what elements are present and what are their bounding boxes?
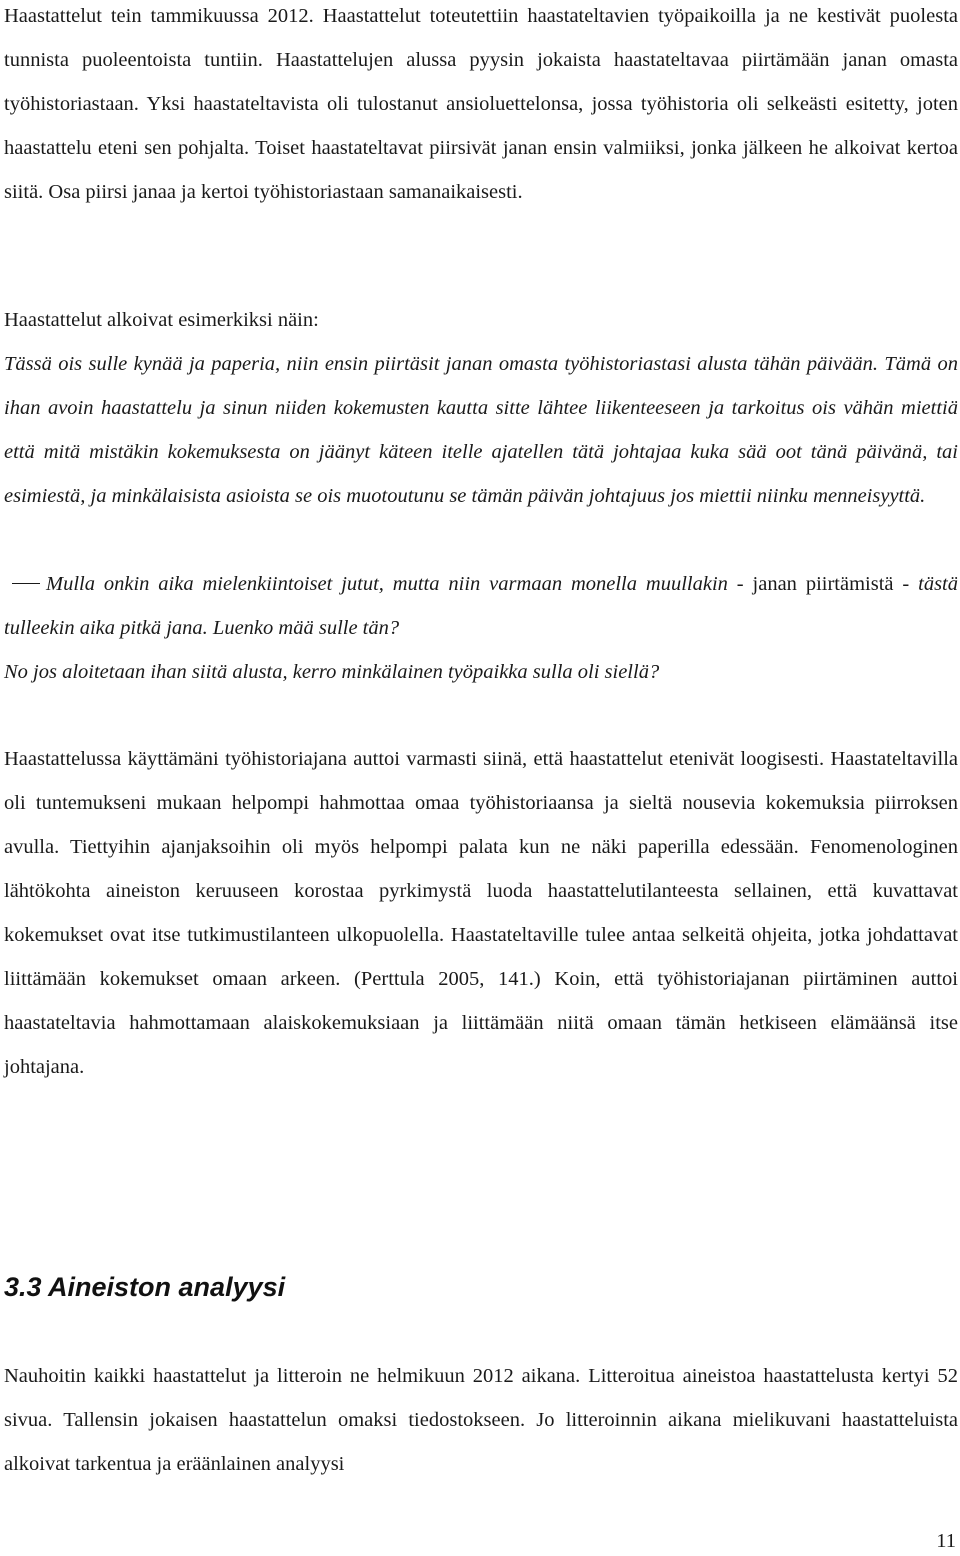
quote-interviewer-followup: No jos aloitetaan ihan siitä alusta, kerro minkälainen työpaikka sulla oli siellä? (4, 661, 660, 683)
paragraph-transcription: Nauhoitin kaikki haastattelut ja litteroin ne helmikuun 2012 aikana. Litteroitua aineistoa haastattelusta kertyi 52 sivua. Tallensin jokaisen haastattelun omaksi tiedostokseen. Jo litteroinnin aikana mielikuvani haastatteluista alkoivat tarkentua ja eräänlainen analyysi (4, 1365, 958, 1475)
quote-interviewee-response (4, 562, 958, 650)
section-heading: 3.3 Aineiston analyysi (4, 1272, 286, 1302)
quote-interviewee-italic-b: tästä tulleekin aika pitkä jana. Luenko mää sulle tän? (4, 573, 958, 639)
quote-interviewee-italic-a: Mulla onkin aika mielenkiintoiset jutut, mutta niin varmaan monella muullakin (46, 573, 728, 595)
page-number: 11 (936, 1530, 956, 1552)
paragraph-interview-start-label: Haastattelut alkoivat esimerkiksi näin: (4, 309, 319, 331)
em-dash-mark (12, 583, 40, 584)
quote-interviewee-action: - janan piirtämistä - (727, 573, 919, 595)
paragraph-timeline-method: Haastattelussa käyttämäni työhistoriajana auttoi varmasti siinä, että haastattelut etenivät loogisesti. Haastateltavilla oli tuntemukseni mukaan helpompi hahmottaa omaa työhistoriaansa ja sieltä nousevia kokemuksia piirroksen avulla. Tiettyihin ajanjaksoihin oli myös helpompi palata kun ne näki paperilla edessään. Fenomenologinen lähtökohta aineiston keruuseen korostaa pyrkimystä luoda haastattelutilanteesta sellainen, että kuvattavat kokemukset ovat itse tutkimustilanteen ulkopuolella. Haastateltaville tulee antaa selkeitä ohjeita, jotka johdattavat liittämään kokemukset omaan arkeen. (Perttula 2005, 141.) Koin, että työhistoriajanan piirtäminen auttoi haastateltavia hahmottamaan alaiskokemuksiaan ja liittämään niitä omaan tämän hetkiseen elämäänsä itse johtajana. (4, 748, 958, 1078)
paragraph-interviews-intro: Haastattelut tein tammikuussa 2012. Haastattelut toteutettiin haastateltavien työpaikoilla ja ne kestivät puolesta tunnista puoleentoista tuntiin. Haastattelujen alussa pyysin jokaista haastateltavaa piirtämään janan omasta työhistoriastaan. Yksi haastateltavista oli tulostanut ansioluettelonsa, jossa työhistoria oli selkeästi esitetty, joten haastattelu eteni sen pohjalta. Toiset haastateltavat piirsivät janan ensin valmiiksi, jonka jälkeen he alkoivat kertoa siitä. Osa piirsi janaa ja kertoi työhistoriastaan samanaikaisesti. (4, 5, 958, 203)
quote-interviewer-opening: Tässä ois sulle kynää ja paperia, niin ensin piirtäsit janan omasta työhistoriastasi alusta tähän päivään. Tämä on ihan avoin haastattelu ja sinun niiden kokemusten kautta sitte lähtee liikenteeseen ja tarkoitus ois vähän miettiä että mitä mistäkin kokemuksesta on jäänyt käteen itelle ajatellen tätä johtajaa kuka sää oot tänä päivänä, tai esimiestä, ja minkälaisista asioista se ois muotoutunu se tämän päivän johtajuus jos miettii niinku menneisyyttä. (4, 353, 958, 507)
